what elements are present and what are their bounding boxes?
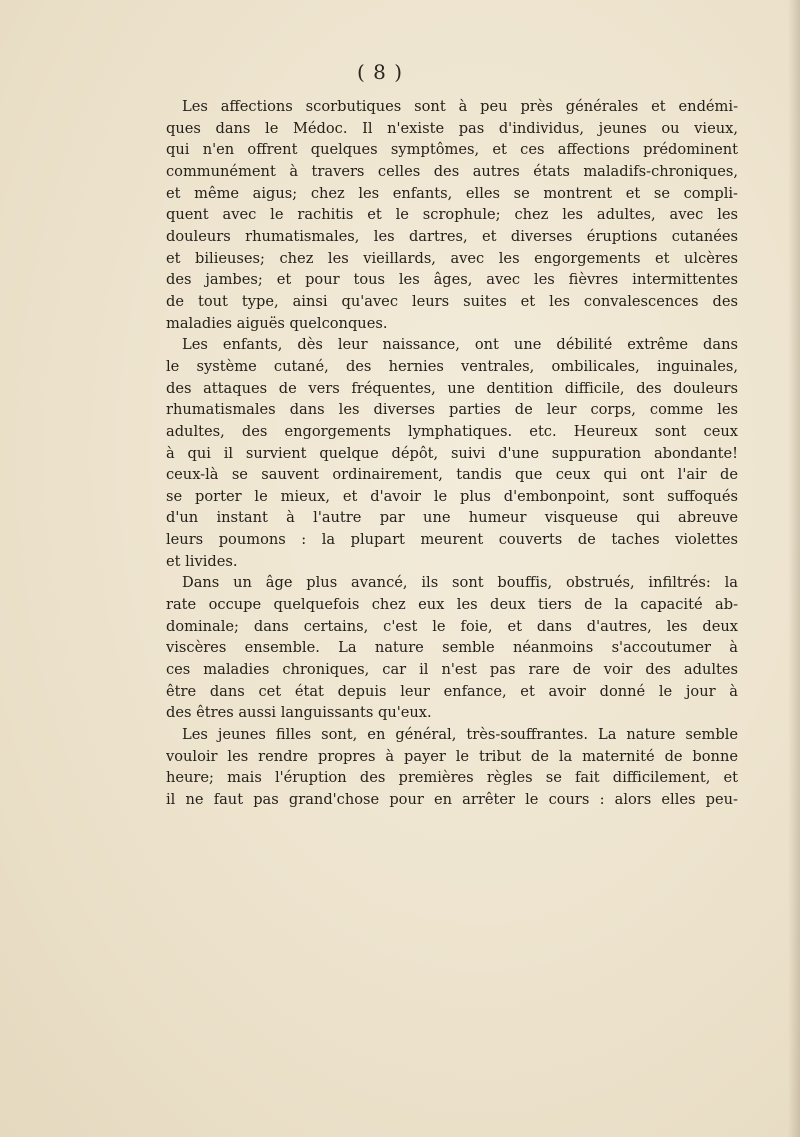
text-line: Les enfants, dès leur naissance, ont une débilité extrême dans bbox=[182, 336, 738, 354]
text-line: des êtres aussi languissants qu'eux. bbox=[166, 704, 432, 722]
text-line: être dans cet état depuis leur enfance, et avoir donné le jour à bbox=[166, 682, 738, 700]
text-line: vouloir les rendre propres à payer le tribut de la maternité de bonne bbox=[166, 747, 738, 765]
text-line: viscères ensemble. La nature semble néanmoins s'accoutumer à bbox=[166, 639, 738, 657]
body-text bbox=[166, 96, 738, 811]
text-line: le système cutané, des hernies ventrales, ombilicales, inguinales, bbox=[166, 357, 738, 375]
text-line: quent avec le rachitis et le scrophule; chez les adultes, avec les bbox=[166, 206, 738, 224]
text-line: d'un instant à l'autre par une humeur visqueuse qui abreuve bbox=[166, 509, 738, 527]
text-line: rhumatismales dans les diverses parties de leur corps, comme les bbox=[166, 401, 738, 419]
text-line: communément à travers celles des autres états maladifs-chroniques, bbox=[166, 162, 738, 180]
text-line: Les jeunes filles sont, en général, très-souffrantes. La nature semble bbox=[182, 726, 738, 744]
text-line: de tout type, ainsi qu'avec leurs suites et les convalescences des bbox=[166, 292, 738, 310]
text-line: et livides. bbox=[166, 552, 238, 570]
text-line: douleurs rhumatismales, les dartres, et diverses éruptions cutanées bbox=[166, 227, 738, 245]
text-line: dominale; dans certains, c'est le foie, et dans d'autres, les deux bbox=[166, 617, 738, 635]
text-line: maladies aiguës quelconques. bbox=[166, 314, 388, 332]
text-line: et même aigus; chez les enfants, elles se montrent et se compli- bbox=[166, 184, 738, 202]
text-line: ceux-là se sauvent ordinairement, tandis que ceux qui ont l'air de bbox=[166, 466, 738, 484]
page-edge-shadow bbox=[788, 0, 800, 1137]
text-line: des attaques de vers fréquentes, une dentition difficile, des douleurs bbox=[166, 379, 738, 397]
text-line: leurs poumons : la plupart meurent couverts de taches violettes bbox=[166, 531, 738, 549]
text-line: adultes, des engorgements lymphatiques. etc. Heureux sont ceux bbox=[166, 422, 738, 440]
text-line: rate occupe quelquefois chez eux les deux tiers de la capacité ab- bbox=[166, 596, 738, 614]
text-line: il ne faut pas grand'chose pour en arrêter le cours : alors elles peu- bbox=[166, 791, 738, 808]
text-line: se porter le mieux, et d'avoir le plus d'embonpoint, sont suffoqués bbox=[166, 487, 738, 505]
text-line: ces maladies chroniques, car il n'est pas rare de voir des adultes bbox=[166, 661, 738, 679]
text-line: et bilieuses; chez les vieillards, avec les engorgements et ulcères bbox=[166, 249, 738, 267]
text-line: Les affections scorbutiques sont à peu près générales et endémi- bbox=[182, 98, 738, 115]
text-line: qui n'en offrent quelques symptômes, et ces affections prédominent bbox=[166, 141, 738, 159]
text-line: Dans un âge plus avancé, ils sont bouffis, obstrués, infiltrés: la bbox=[182, 574, 738, 592]
text-line: des jambes; et pour tous les âges, avec les fièvres intermittentes bbox=[166, 271, 738, 289]
text-line: heure; mais l'éruption des premières règles se fait difficilement, et bbox=[166, 769, 738, 787]
page-number: ( 8 ) bbox=[356, 60, 404, 84]
text-line: à qui il survient quelque dépôt, suivi d'une suppuration abondante! bbox=[166, 444, 738, 462]
text-line: ques dans le Médoc. Il n'existe pas d'individus, jeunes ou vieux, bbox=[166, 119, 738, 137]
